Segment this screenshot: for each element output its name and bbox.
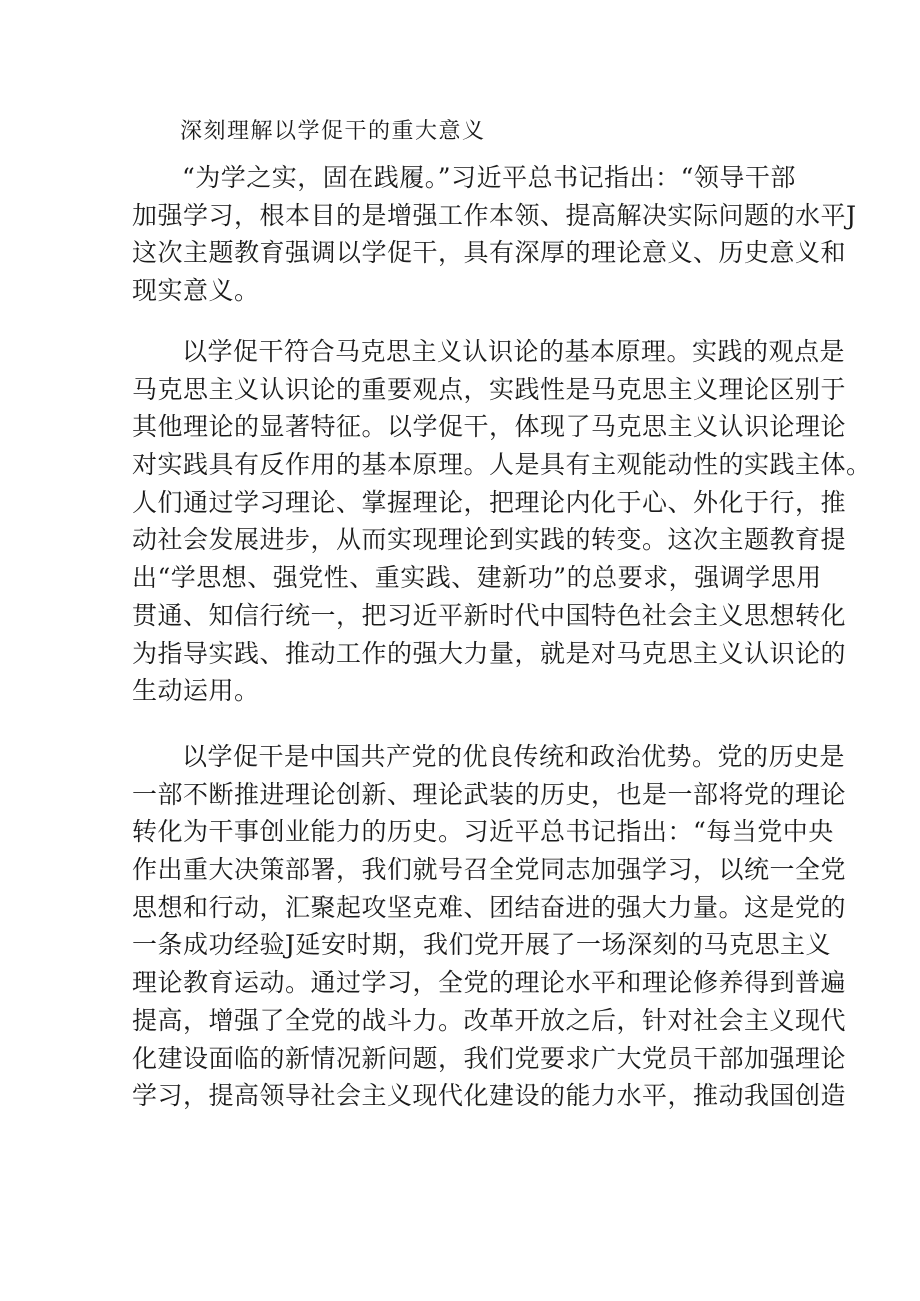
- paragraph-line: 加强学习，根本目的是增强工作本领、提高解决实际问题的水平J: [132, 200, 857, 230]
- paragraph-line: 出“学思想、强党性、重实践、建新功”的总要求，强调学思用: [132, 563, 822, 593]
- paragraph-line: 一条成功经验J延安时期，我们党开展了一场深刻的马克思主义: [132, 930, 832, 960]
- paragraph-line: 学习，提高领导社会主义现代化建设的能力水平，推动我国创造: [132, 1081, 847, 1111]
- paragraph-line: “为学之实，固在践履。”习近平总书记指出：“领导干部: [182, 163, 796, 192]
- paragraph-line: 提高，增强了全党的战斗力。改革开放之后，针对社会主义现代: [132, 1005, 847, 1035]
- paragraph-line: 其他理论的显著特征。以学促干，体现了马克思主义认识论理论: [132, 412, 847, 442]
- paragraph-line: 化建设面临的新情况新问题，我们党要求广大党员干部加强理论: [132, 1043, 847, 1073]
- paragraph-line: 以学促干符合马克思主义认识论的基本原理。实践的观点是: [182, 337, 846, 366]
- paragraph-line: 以学促干是中国共产党的优良传统和政治优势。党的历史是: [182, 742, 846, 771]
- paragraph-1: [132, 159, 857, 310]
- paragraph-line: 理论教育运动。通过学习，全党的理论水平和理论修养得到普遍: [132, 968, 847, 998]
- paragraph-line: 现实意义。: [132, 276, 260, 306]
- paragraph-line: 对实践具有反作用的基本原理。人是具有主观能动性的实践主体。: [132, 450, 872, 480]
- paragraph-line: 动社会发展进步，从而实现理论到实践的转变。这次主题教育提: [132, 525, 847, 555]
- paragraph-2: [132, 333, 872, 710]
- paragraph-3: [132, 738, 847, 1115]
- paragraph-line: 这次主题教育强调以学促干，具有深厚的理论意义、历史意义和: [132, 238, 847, 268]
- paragraph-line: 人们通过学习理论、掌握理论，把理论内化于心、外化于行，推: [132, 487, 847, 517]
- paragraph-line: 转化为干事创业能力的历史。习近平总书记指出：“每当党中央: [132, 817, 834, 847]
- paragraph-line: 思想和行动，汇聚起攻坚克难、团结奋进的强大力量。这是党的: [132, 892, 847, 922]
- paragraph-line: 一部不断推进理论创新、理论武装的历史，也是一部将党的理论: [132, 779, 847, 809]
- paragraph-line: 马克思主义认识论的重要观点，实践性是马克思主义理论区别于: [132, 374, 847, 404]
- paragraph-line: 为指导实践、推动工作的强大力量，就是对马克思主义认识论的: [132, 638, 847, 668]
- document-title: 深刻理解以学促干的重大意义: [180, 119, 486, 144]
- paragraph-line: 作出重大决策部署，我们就号召全党同志加强学习，以统一全党: [132, 855, 847, 885]
- paragraph-line: 生动运用。: [132, 676, 260, 706]
- paragraph-line: 贯通、知信行统一，把习近平新时代中国特色社会主义思想转化: [132, 600, 847, 630]
